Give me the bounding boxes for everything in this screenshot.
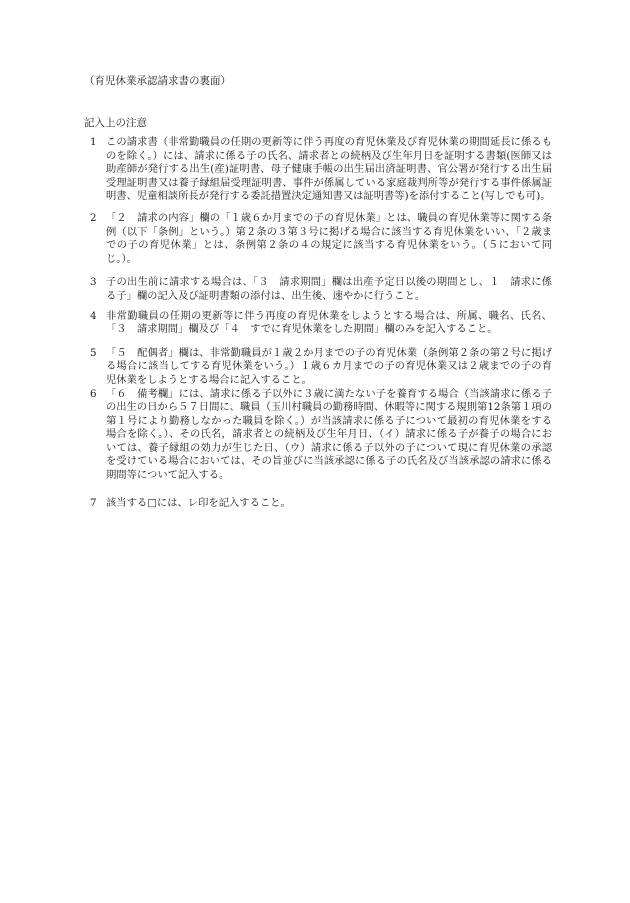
note-text: 「６ 備考欄」には、請求に係る子以外に３歳に満たない子を養育する場合（当該請求に係る子の出生の日から５７日間に、職員（玉川村職員の勤務時間、休暇等に関する規則第12条第１項の第１号により勤務しなかった職員を除く。）が当該請求に係る子について最初の育児休業をする場合を除く。）、その氏名，請求者との続柄及び生年月日、（イ）請求に係る子が養子の場合においては、養子縁組の効力が生じた日、（ウ）請求に係る子以外の子について現に育児休業の承認を受けている場合においては、その旨並びに当該承認に係る子の氏名及び当該承認の請求に係る期間等について記入する。 [106, 387, 552, 482]
note-number: 1 [90, 136, 97, 148]
note-item-5 [90, 347, 552, 388]
notes-list [90, 136, 552, 510]
note-number: 4 [90, 309, 97, 322]
note-item-1 [90, 136, 552, 204]
note-text: 子の出生前に請求する場合は、「３ 請求期間」欄は出産予定日以後の期間とし、１ 請求に係る子」欄の記入及び証明書類の添付は、出生後、速やかに行うこと。 [106, 276, 552, 302]
note-item-2 [90, 212, 552, 266]
document-title: （育児休業承認請求書の裏面） [84, 75, 231, 87]
note-number: 3 [90, 276, 97, 289]
note-text: 「２ 請求の内容」欄の「１歳６か月までの子の育児休業」とは、職員の育児休業等に関する条例（以下「条例」という。）第２条の３第３号に掲げる場合に該当する育児休業をいい、「２歳までの子の育児休業」とは、条例第２条の４の規定に該当する育児休業をいう。（５において同じ。）。 [106, 211, 552, 265]
note-number: 7 [90, 496, 97, 509]
note-text: 非常勤職員の任期の更新等に伴う再度の育児休業をしようとする場合は、所属、職名、氏名、「３ 請求期間」欄及び「４ すでに育児休業をした期間」欄のみを記入すること。 [106, 309, 552, 336]
note-item-6 [90, 388, 552, 483]
note-text: この請求書（非常勤職員の任期の更新等に伴う再度の育児休業及び育児休業の期間延長に係るものを除く。）には、請求に係る子の氏名、請求者との続柄及び生年月日を証明する書類(医師又は助産師が発行する出生(産)証明書、母子健康手帳の出生届出済証明書、官公署が発行する出生届受理証明書又は養子縁組届受理証明書、事件が係属している家庭裁判所等が発行する事件係属証明書、児童相談所長が発行する委託措置決定通知書又は証明書等)を添付すること(写しでも可)。 [106, 136, 552, 203]
note-item-7 [90, 497, 552, 511]
note-item-3 [90, 276, 552, 303]
note-item-4 [90, 310, 552, 337]
note-text: 「５ 配偶者」欄は、非常勤職員が１歳２か月までの子の育児休業（条例第２条の第２号に掲げる場合に該当してする育児休業をいう。）１歳６カ月までの子の育児休業又は２歳までの子の育児休業をしようとする場合に記入すること。 [106, 346, 552, 386]
note-text: 該当する□には、レ印を記入すること。 [106, 496, 291, 509]
note-number: 6 [90, 387, 97, 400]
note-number: 5 [90, 346, 97, 359]
notes-heading: 記入上の注意 [84, 117, 147, 129]
note-number: 2 [90, 211, 97, 224]
